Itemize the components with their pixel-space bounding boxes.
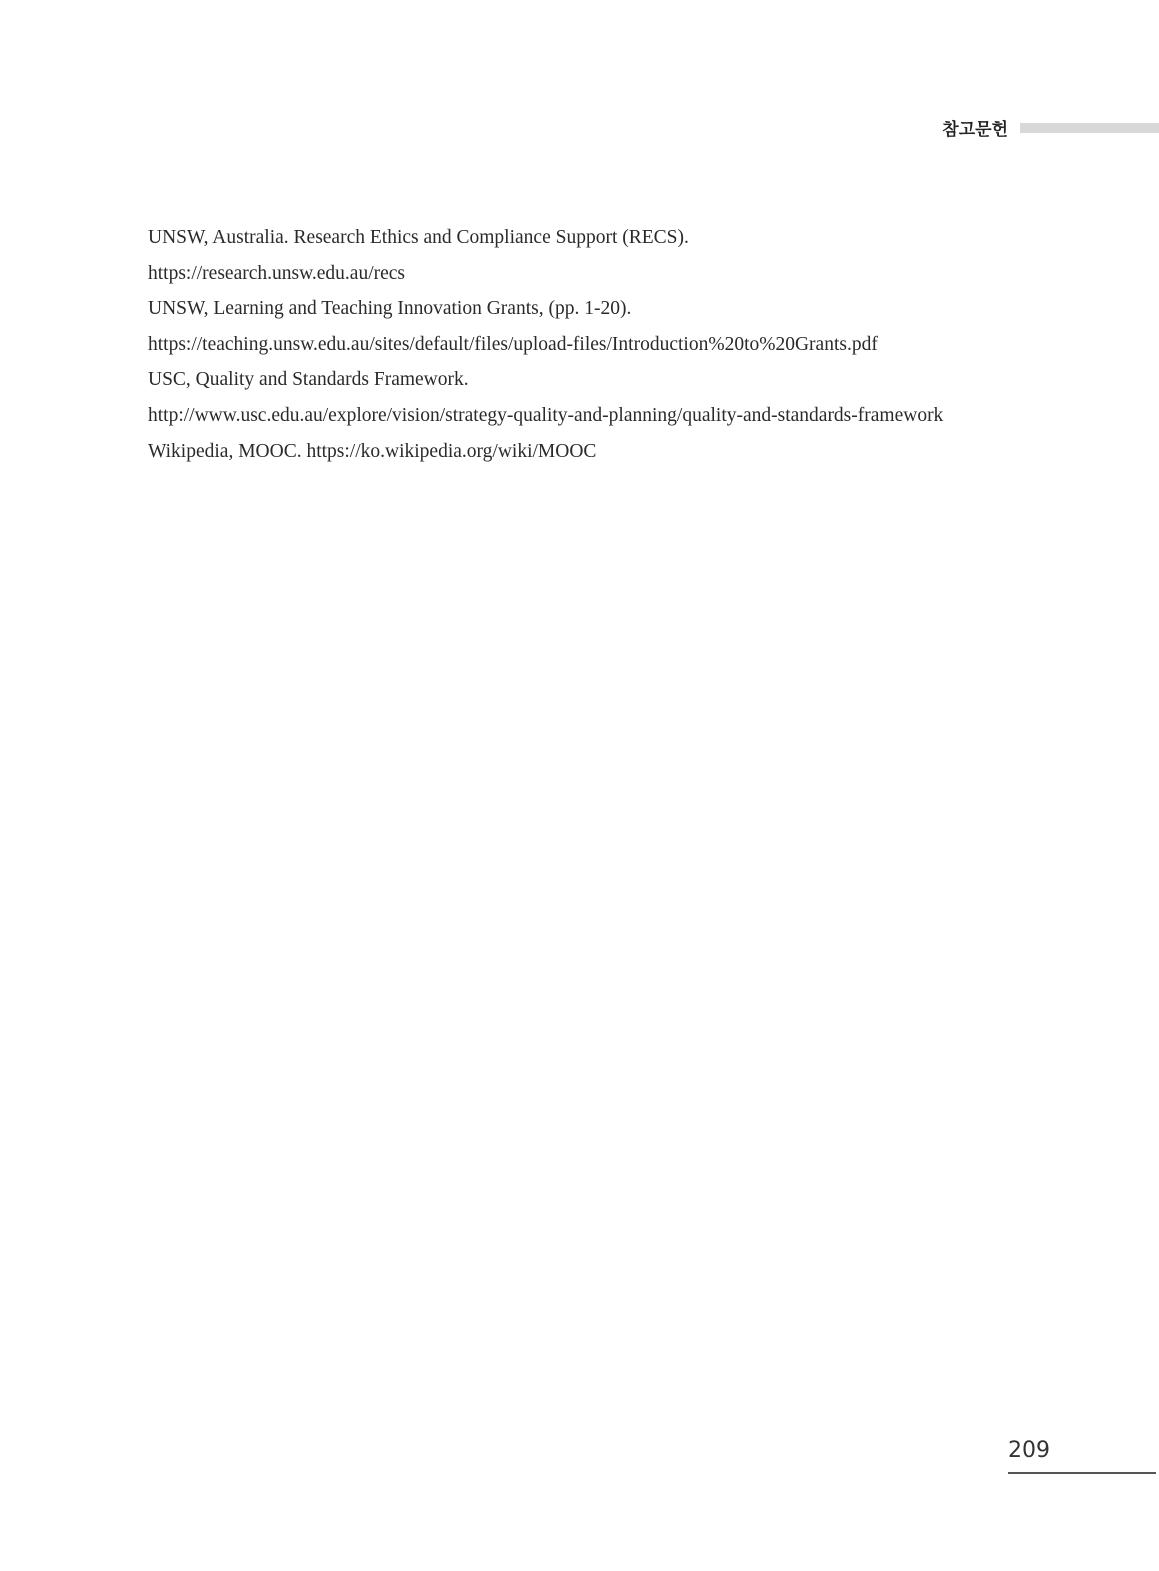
reference-url[interactable]: http://www.usc.edu.au/explore/vision/strategy-quality-and-planning/quality-and-standards-framework: [148, 404, 944, 426]
reference-text: UNSW, Learning and Teaching Innovation Grants, (pp. 1-20).: [148, 298, 632, 320]
reference-entry: [148, 434, 1028, 470]
reference-text: UNSW, Australia. Research Ethics and Compliance Support (RECS).: [148, 227, 689, 248]
reference-entry: [148, 362, 1028, 433]
reference-list: [148, 220, 1028, 469]
reference-url[interactable]: https://teaching.unsw.edu.au/sites/default/files/upload-files/Introduction%20to%20Grants.pdf: [148, 333, 878, 355]
page-number: 209: [1008, 1438, 1050, 1463]
reference-text: USC, Quality and Standards Framework.: [148, 369, 469, 391]
reference-entry: [148, 220, 1028, 291]
reference-entry: [148, 291, 1028, 362]
header-decorative-bar: [1020, 123, 1159, 133]
reference-text: Wikipedia, MOOC. https://ko.wikipedia.org/wiki/MOOC: [148, 440, 597, 462]
page-footer: [1008, 1436, 1156, 1474]
running-header: [0, 114, 1159, 142]
reference-url[interactable]: https://research.unsw.edu.au/recs: [148, 262, 406, 284]
section-title: 참고문헌: [942, 120, 1008, 140]
